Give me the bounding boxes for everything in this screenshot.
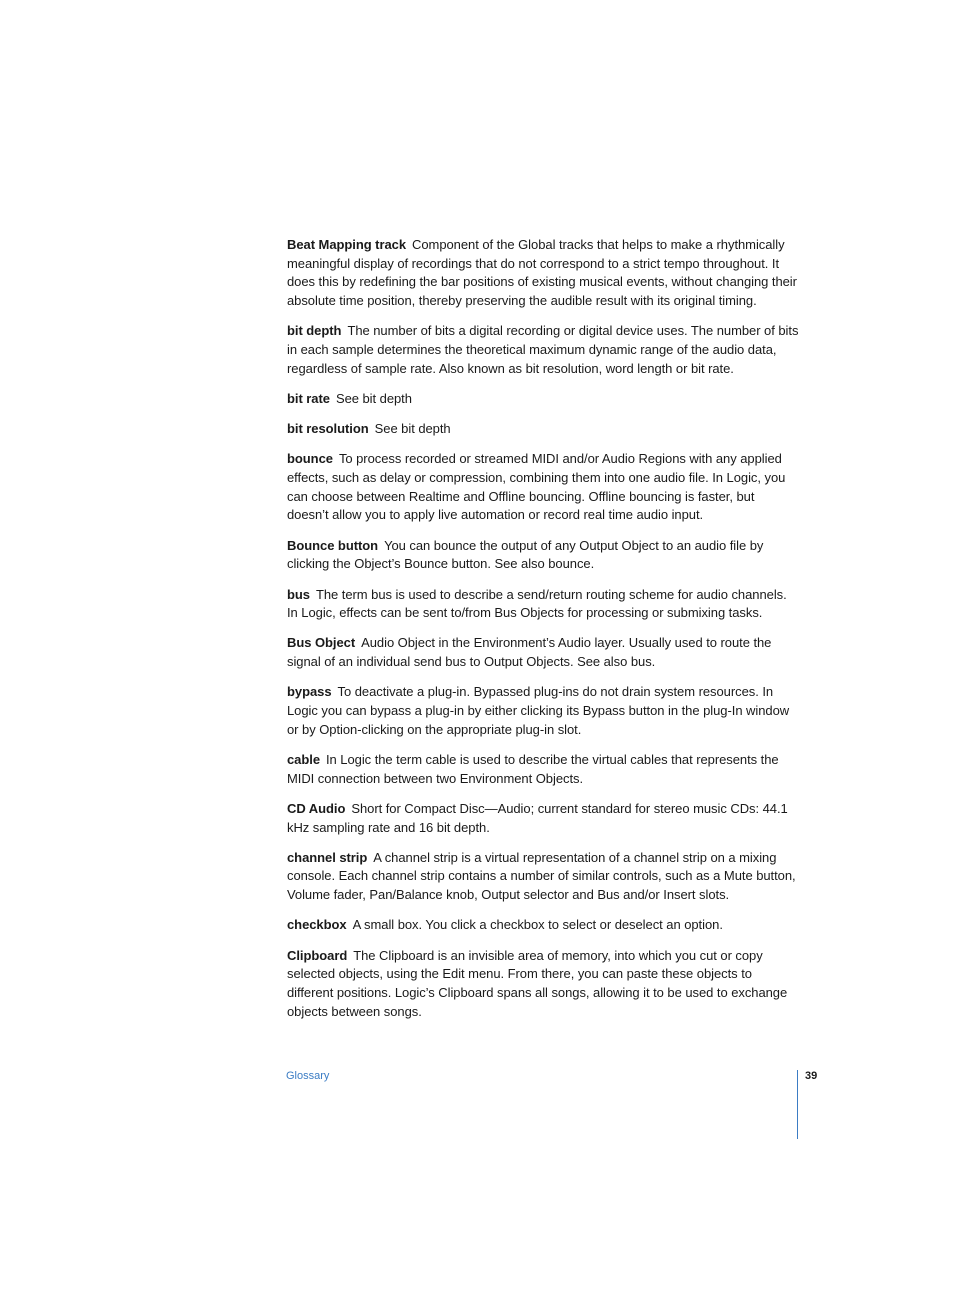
glossary-entry [287,390,799,409]
glossary-entry [287,450,799,525]
entry-definition: See bit depth [335,390,412,406]
entry-term: cable [287,751,320,767]
entry-definition: In Logic the term cable is used to describe the virtual cables that represents the MIDI connection between two Environment Objects. [287,751,779,786]
entry-definition: A small box. You click a checkbox to select or deselect an option. [352,917,723,933]
glossary-entry [287,751,799,788]
entry-definition: A channel strip is a virtual representation of a channel strip on a mixing console. Each channel strip contains a number of similar controls, such as a Mute button, Volume fader, Pan/Balance knob, Output selector and Bus and/or Insert slots. [287,849,796,903]
entry-term: checkbox [287,917,347,933]
entry-definition: To process recorded or streamed MIDI and/or Audio Regions with any applied effects, such as delay or compression, combining them into one audio file. In Logic, you can choose between Realtime and Offline bouncing. Offline bouncing is faster, but doesn’t allow you to apply live automation or record real time audio input. [287,451,786,523]
entry-term: bus [287,586,310,602]
glossary-entry [287,916,799,935]
entry-definition: Short for Compact Disc—Audio; current standard for stereo music CDs: 44.1 kHz sampling rate and 16 bit depth. [287,800,788,835]
glossary-entry [287,634,799,671]
glossary-entry [287,236,799,311]
entry-term: Bus Object [287,635,356,651]
entry-term: Clipboard [287,947,348,963]
entry-term: channel strip [287,849,368,865]
entry-term: bit depth [287,323,342,339]
entry-definition: The number of bits a digital recording or digital device uses. The number of bits in each sample determines the theoretical maximum dynamic range of the audio data, regardless of sample rate. Also known as bit resolution, word length or bit rate. [287,323,799,376]
entry-definition: The Clipboard is an invisible area of memory, into which you cut or copy selected objects, using the Edit menu. From there, you can paste these objects to different positions. Logic’s Clipboard spans all songs, allowing it to be used to exchange objects between songs. [287,947,788,1019]
entry-term: CD Audio [287,800,346,816]
glossary-entry [287,800,799,837]
entry-definition: You can bounce the output of any Output Object to an audio file by clicking the Object’s Bounce button. See also bounce. [287,537,764,572]
entry-definition: Component of the Global tracks that helps to make a rhythmically meaningful display of recordings that do not correspond to a strict tempo throughout. It does this by redefining the bar positions of existing musical events, without changing their absolute time position, thereby preserving the audible result with its original timing. [287,237,797,309]
glossary-entry [287,849,799,905]
glossary-entry [287,420,799,439]
glossary-entry [287,322,799,378]
entry-definition: To deactivate a plug-in. Bypassed plug-ins do not drain system resources. In Logic you can bypass a plug-in by either clicking its Bypass button in the plug-In window or by Option-clicking on the appropriate plug-in slot. [287,684,790,737]
entry-definition: Audio Object in the Environment’s Audio layer. Usually used to route the signal of an individual send bus to Output Objects. See also bus. [287,635,772,670]
glossary-entries [287,236,799,1033]
footer-divider [797,1070,798,1139]
glossary-entry [287,537,799,574]
footer-section-label: Glossary [286,1070,330,1082]
glossary-entry [287,683,799,739]
page-number: 39 [805,1070,818,1082]
glossary-entry [287,586,799,623]
entry-definition: The term bus is used to describe a send/return routing scheme for audio channels. In Logic, effects can be sent to/from Bus Objects for processing or submixing tasks. [287,586,787,621]
entry-term: bypass [287,684,332,700]
entry-term: bit rate [287,390,330,406]
entry-term: bounce [287,451,333,467]
entry-definition: See bit depth [374,421,451,437]
entry-term: Bounce button [287,537,379,553]
glossary-entry [287,947,799,1022]
entry-term: bit resolution [287,421,369,437]
entry-term: Beat Mapping track [287,237,407,252]
